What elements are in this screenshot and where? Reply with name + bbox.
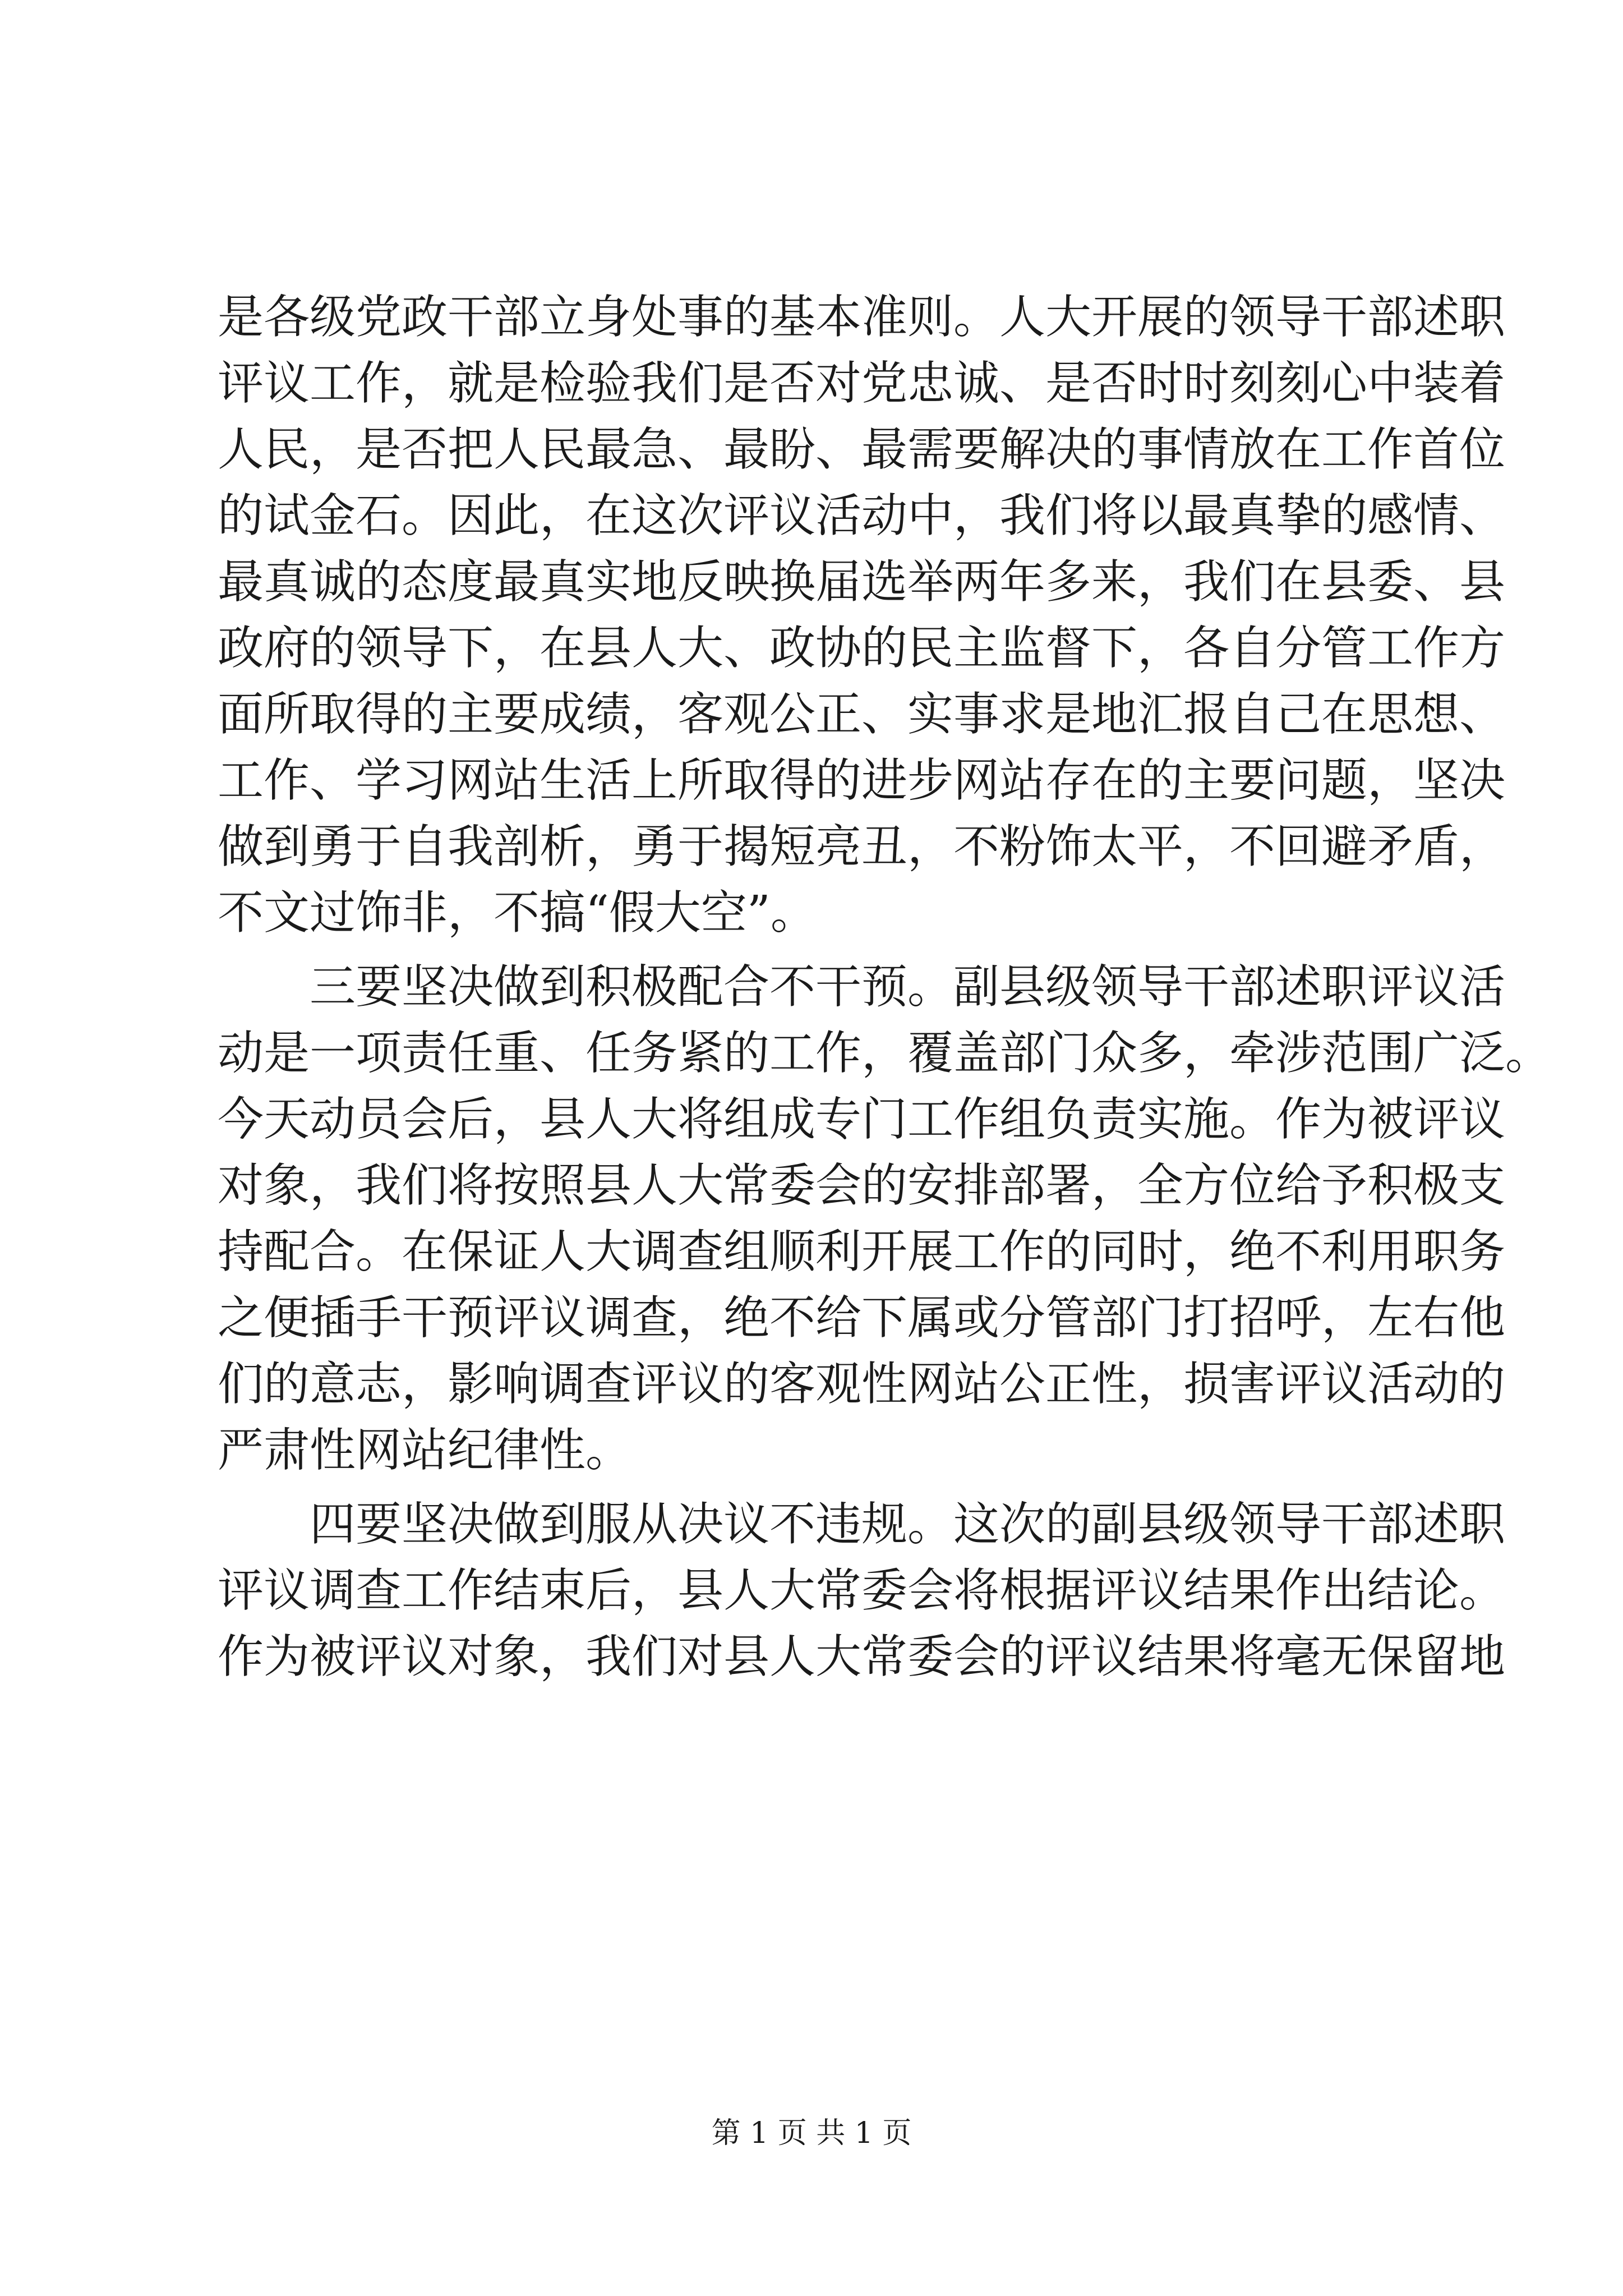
text-line: 严肃性网站纪律性。 <box>218 1424 632 1477</box>
text-line: 们的意志，影响调查评议的客观性网站公正性，损害评议活动的 <box>218 1358 1506 1411</box>
text-line: 今天动员会后，县人大将组成专门工作组负责实施。作为被评议 <box>218 1093 1506 1146</box>
text-line: 的试金石。因此，在这次评议活动中，我们将以最真挚的感情、 <box>218 489 1506 542</box>
text-line: 不文过饰非，不搞“假大空”。 <box>218 886 817 940</box>
text-line: 三要坚决做到积极配合不干预。副县级领导干部述职评议活 <box>310 960 1506 1014</box>
text-line: 之便插手干预评议调查，绝不给下属或分管部门打招呼，左右他 <box>218 1291 1506 1345</box>
paragraph-2 <box>218 960 1552 1494</box>
text-line: 动是一项责任重、任务紧的工作，覆盖部门众多，牵涉范围广泛。 <box>218 1027 1552 1080</box>
page-footer: 第 1 页 共 1 页 <box>711 2116 912 2150</box>
text-line: 评议工作，就是检验我们是否对党忠诚、是否时时刻刻心中装着 <box>218 357 1506 410</box>
text-line: 对象，我们将按照县人大常委会的安排部署，全方位给予积极支 <box>218 1159 1506 1212</box>
text-line: 持配合。在保证人大调查组顺利开展工作的同时，绝不利用职务 <box>218 1225 1506 1278</box>
text-line: 人民，是否把人民最急、最盼、最需要解决的事情放在工作首位 <box>218 423 1506 476</box>
text-line: 评议调查工作结束后，县人大常委会将根据评议结果作出结论。 <box>218 1564 1506 1617</box>
text-line: 政府的领导下，在县人大、政协的民主监督下，各自分管工作方 <box>218 622 1506 675</box>
text-line: 是各级党政干部立身处事的基本准则。人大开展的领导干部述职 <box>218 291 1506 344</box>
text-line: 做到勇于自我剖析，勇于揭短亮丑，不粉饰太平，不回避矛盾， <box>218 820 1506 873</box>
document-body <box>218 291 1552 1700</box>
text-line: 作为被评议对象，我们对县人大常委会的评议结果将毫无保留地 <box>218 1630 1506 1683</box>
text-line: 最真诚的态度最真实地反映换届选举两年多来，我们在县委、县 <box>218 555 1506 609</box>
text-line: 工作、学习网站生活上所取得的进步网站存在的主要问题，坚决 <box>218 754 1506 807</box>
text-line: 面所取得的主要成绩，客观公正、实事求是地汇报自己在思想、 <box>218 688 1506 741</box>
text-line: 四要坚决做到服从决议不违规。这次的副县级领导干部述职 <box>310 1498 1506 1551</box>
paragraph-1 <box>218 291 1506 956</box>
paragraph-3 <box>218 1498 1506 1700</box>
